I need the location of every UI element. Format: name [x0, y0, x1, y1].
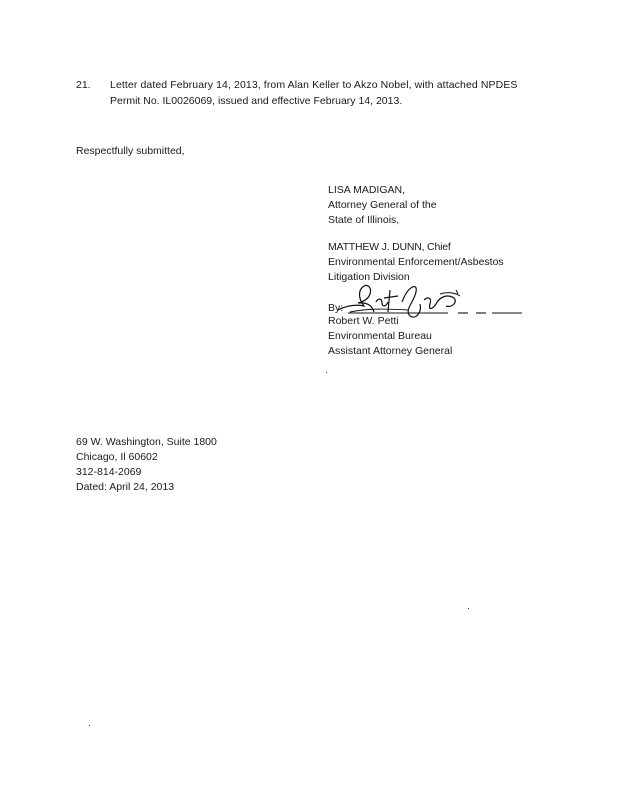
address-street: 69 W. Washington, Suite 1800	[76, 436, 217, 448]
address-phone: 312-814-2069	[76, 466, 142, 478]
address-city: Chicago, Il 60602	[76, 451, 158, 463]
exhibit-description-line1: Letter dated February 14, 2013, from Alan Keller to Akzo Nobel, with attached NPDES	[110, 79, 518, 91]
attorney-general-title-line1: Attorney General of the	[328, 199, 437, 211]
exhibit-number: 21.	[76, 79, 91, 91]
attorney-general-name: LISA MADIGAN,	[328, 184, 406, 196]
scan-speck	[468, 608, 469, 609]
closing-text: Respectfully submitted,	[76, 145, 185, 157]
signer-title-line2: Assistant Attorney General	[328, 345, 453, 357]
scan-speck	[326, 372, 327, 373]
scan-speck	[89, 725, 90, 726]
signer-title-line1: Environmental Bureau	[328, 330, 432, 342]
division-chief-title-line2: Litigation Division	[328, 271, 410, 283]
division-chief-name: MATTHEW J. DUNN, Chief	[328, 241, 451, 253]
attorney-general-title-line2: State of Illinois,	[328, 214, 400, 226]
date-line: Dated: April 24, 2013	[76, 481, 175, 493]
division-chief-title-line1: Environmental Enforcement/Asbestos	[328, 256, 504, 268]
exhibit-description-line2: Permit No. IL0026069, issued and effective February 14, 2013.	[110, 95, 403, 107]
by-label: By:	[328, 302, 344, 314]
signer-name: Robert W. Petti	[328, 315, 399, 327]
